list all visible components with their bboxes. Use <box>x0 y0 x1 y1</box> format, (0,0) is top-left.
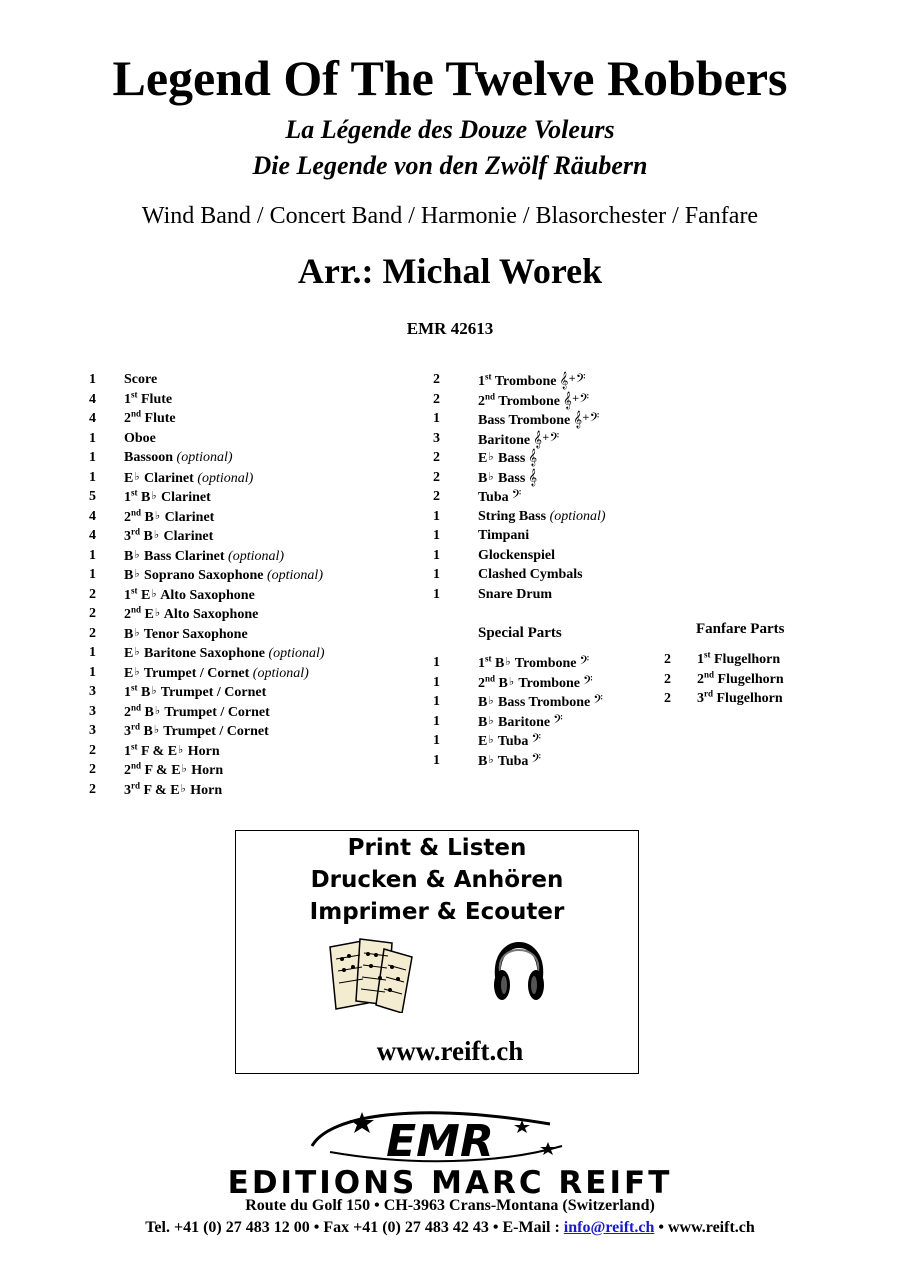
bass-clef-icon: 𝄢 <box>531 731 542 749</box>
part-quantity: 2 <box>433 469 440 485</box>
part-row <box>89 429 419 449</box>
part-row <box>89 585 419 605</box>
part-name: B♭ Baritone 𝄢 <box>478 711 563 730</box>
ordinal-suffix: nd <box>131 701 142 712</box>
part-quantity: 1 <box>433 547 440 563</box>
publisher-name: EDITIONS MARC REIFT <box>227 1165 673 1201</box>
ordinal-suffix: st <box>704 649 711 660</box>
part-quantity: 1 <box>433 508 440 524</box>
part-row <box>89 604 419 624</box>
special-parts-list <box>433 653 663 770</box>
part-name: 2nd B♭ Trumpet / Cornet <box>124 701 270 720</box>
plus-sign: + <box>568 374 576 384</box>
footer-contact <box>0 1219 900 1237</box>
part-row <box>89 526 419 546</box>
flat-sign-icon: ♭ <box>178 743 184 756</box>
ordinal-suffix: nd <box>704 668 715 679</box>
part-quantity: 1 <box>433 411 440 426</box>
ordinal-suffix: nd <box>131 760 142 771</box>
part-row <box>433 526 663 546</box>
optional-note: (optional) <box>252 665 309 681</box>
part-quantity: 1 <box>433 567 440 582</box>
part-row <box>433 751 663 771</box>
parts-list-middle <box>433 370 663 604</box>
part-row <box>664 650 864 670</box>
part-quantity: 1 <box>433 655 440 670</box>
ordinal-suffix: st <box>131 388 138 399</box>
part-quantity: 1 <box>89 664 96 680</box>
part-quantity: 2 <box>89 606 96 621</box>
flat-sign-icon: ♭ <box>508 675 515 688</box>
part-row <box>433 448 663 468</box>
part-quantity: 4 <box>89 528 96 543</box>
ordinal-suffix: rd <box>704 688 713 699</box>
email-link[interactable]: info@reift.ch <box>563 1219 655 1236</box>
part-quantity: 1 <box>433 713 440 729</box>
part-quantity: 1 <box>89 372 96 387</box>
part-quantity: 4 <box>89 508 96 524</box>
part-quantity: 1 <box>433 528 440 543</box>
part-name: Score <box>124 372 158 387</box>
footer-address: Route du Golf 150 • CH-3963 Crans-Montana (Switzerland) <box>245 1197 655 1214</box>
ordinal-suffix: nd <box>131 506 142 517</box>
ordinal-suffix: st <box>485 371 492 382</box>
ordinal-suffix: st <box>131 740 138 751</box>
part-quantity: 3 <box>89 684 96 699</box>
optional-note: (optional) <box>176 450 233 465</box>
part-name: 1st B♭ Trumpet / Cornet <box>124 682 267 700</box>
optional-note: (optional) <box>197 470 254 486</box>
part-quantity: 2 <box>89 742 96 758</box>
ensemble-line: Wind Band / Concert Band / Harmonie / Blasorchester / Fanfare <box>141 203 759 229</box>
part-name: Snare Drum <box>478 586 553 602</box>
part-row <box>433 653 663 673</box>
treble-bass-clef-icon: 𝄞+𝄢 <box>533 429 560 448</box>
sheet-music-icon <box>326 937 416 1013</box>
footer-phone-fax: Tel. +41 (0) 27 483 12 00 • Fax +41 (0) 27 483 42 43 • E-Mail : <box>145 1219 564 1236</box>
part-name: 3rd B♭ Trumpet / Cornet <box>124 721 269 739</box>
part-name: B♭ Tenor Saxophone <box>124 626 248 642</box>
part-row <box>89 760 419 780</box>
part-name: 2nd B♭ Trombone 𝄢 <box>478 672 593 691</box>
parts-list-left <box>89 370 419 799</box>
treble-clef-icon: 𝄞 <box>528 467 538 486</box>
flat-sign-icon: ♭ <box>153 529 160 541</box>
part-quantity: 1 <box>89 450 96 465</box>
promo-line-de: Drucken & Anhören <box>310 867 564 893</box>
flat-sign-icon: ♭ <box>154 607 161 619</box>
bass-clef-icon: 𝄢 <box>579 653 590 671</box>
flat-sign-icon: ♭ <box>488 714 494 727</box>
flat-sign-icon: ♭ <box>154 509 161 522</box>
part-name: 2nd Flugelhorn <box>697 668 784 687</box>
flat-sign-icon: ♭ <box>134 470 140 483</box>
part-name: B♭ Bass Trombone 𝄢 <box>478 692 603 710</box>
subtitle-french: La Légende des Douze Voleurs <box>285 115 615 144</box>
ordinal-suffix: st <box>131 487 138 498</box>
part-quantity: 2 <box>664 671 671 687</box>
part-name: Baritone 𝄞+𝄢 <box>478 429 560 448</box>
ordinal-suffix: nd <box>485 672 496 683</box>
flat-sign-icon: ♭ <box>488 470 494 483</box>
part-quantity: 2 <box>433 450 440 465</box>
part-quantity: 3 <box>433 430 440 446</box>
part-row <box>433 468 663 488</box>
part-name: B♭ Soprano Saxophone (optional) <box>124 568 323 583</box>
part-row <box>433 487 663 507</box>
part-quantity: 1 <box>89 469 96 485</box>
part-name: Bass Trombone 𝄞+𝄢 <box>478 410 600 428</box>
ordinal-suffix: rd <box>131 721 140 732</box>
ordinal-suffix: st <box>131 584 138 595</box>
treble-bass-clef-icon: 𝄞+𝄢 <box>559 371 586 389</box>
flat-sign-icon: ♭ <box>180 782 186 795</box>
ordinal-suffix: nd <box>131 408 142 419</box>
footer-website[interactable]: • www.reift.ch <box>654 1219 755 1236</box>
part-row <box>433 507 663 527</box>
page-title: Legend Of The Twelve Robbers <box>112 50 788 106</box>
part-row <box>89 721 419 741</box>
flat-sign-icon: ♭ <box>134 646 140 658</box>
part-row <box>433 429 663 449</box>
fanfare-parts-list <box>664 650 864 709</box>
part-name: Glockenspiel <box>478 547 556 563</box>
part-row <box>433 565 663 585</box>
emr-logo-mark: EMR <box>386 1116 494 1167</box>
flat-sign-icon: ♭ <box>505 656 511 668</box>
part-row <box>89 370 419 390</box>
subtitle-german: Die Legende von den Zwölf Räubern <box>252 151 648 180</box>
part-quantity: 3 <box>89 723 96 738</box>
part-name: 3rd Flugelhorn <box>697 688 783 706</box>
part-row <box>89 741 419 761</box>
part-quantity: 1 <box>89 547 96 563</box>
flat-sign-icon: ♭ <box>488 734 494 746</box>
part-row <box>89 702 419 722</box>
flat-sign-icon: ♭ <box>488 451 494 463</box>
part-name: 2nd B♭ Clarinet <box>124 506 215 525</box>
optional-note: (optional) <box>266 568 323 583</box>
flat-sign-icon: ♭ <box>488 695 494 707</box>
part-row <box>433 585 663 605</box>
part-row <box>89 507 419 527</box>
ordinal-suffix: st <box>485 653 492 664</box>
flat-sign-icon: ♭ <box>151 685 157 697</box>
part-name: 2nd E♭ Alto Saxophone <box>124 604 259 622</box>
part-row <box>89 565 419 585</box>
part-quantity: 2 <box>433 391 440 407</box>
part-name: Oboe <box>124 430 156 446</box>
part-name: 1st B♭ Clarinet <box>124 487 211 505</box>
part-name: Tuba 𝄢 <box>478 487 522 505</box>
part-quantity: 2 <box>664 691 671 706</box>
part-row <box>89 682 419 702</box>
ordinal-suffix: rd <box>131 779 140 790</box>
part-name: E♭ Tuba 𝄢 <box>478 731 542 749</box>
bass-clef-icon: 𝄢 <box>553 711 563 730</box>
part-name: E♭ Trumpet / Cornet (optional) <box>124 665 309 681</box>
part-row <box>433 390 663 410</box>
part-row <box>664 670 864 690</box>
part-row <box>89 780 419 800</box>
plus-sign: + <box>571 393 580 404</box>
part-quantity: 2 <box>433 489 440 504</box>
promo-line-fr: Imprimer & Ecouter <box>309 899 565 925</box>
part-quantity: 1 <box>89 430 96 446</box>
part-name: Clashed Cymbals <box>478 567 583 582</box>
part-quantity: 1 <box>433 694 440 709</box>
part-quantity: 2 <box>89 781 96 797</box>
bass-clef-icon: 𝄢 <box>583 672 593 691</box>
emr-logo-icon <box>300 1106 580 1168</box>
part-name: 1st F & E♭ Horn <box>124 740 220 759</box>
promo-url[interactable]: www.reift.ch <box>376 1036 524 1066</box>
part-row <box>433 409 663 429</box>
part-name: 1st Trombone 𝄞+𝄢 <box>478 371 586 389</box>
part-row <box>433 692 663 712</box>
part-quantity: 3 <box>89 703 96 719</box>
part-name: 2nd Flute <box>124 408 176 426</box>
part-quantity: 1 <box>433 586 440 602</box>
ordinal-suffix: st <box>131 682 138 693</box>
part-row <box>433 546 663 566</box>
part-quantity: 4 <box>89 391 96 407</box>
part-name: Bassoon (optional) <box>124 450 233 465</box>
part-quantity: 2 <box>89 586 96 602</box>
part-name: B♭ Tuba 𝄢 <box>478 750 542 769</box>
catalog-number: EMR 42613 <box>406 319 494 338</box>
part-quantity: 2 <box>664 652 671 667</box>
part-name: 3rd F & E♭ Horn <box>124 779 223 798</box>
headphones-icon <box>490 941 548 1003</box>
part-name: 2nd Trombone 𝄞+𝄢 <box>478 390 590 409</box>
optional-note: (optional) <box>268 646 325 661</box>
part-row <box>89 409 419 429</box>
part-quantity: 1 <box>89 645 96 660</box>
part-name: E♭ Bass 𝄞 <box>478 448 538 466</box>
treble-clef-icon: 𝄞 <box>528 448 538 466</box>
optional-note: (optional) <box>549 508 606 524</box>
part-quantity: 1 <box>433 674 440 690</box>
flat-sign-icon: ♭ <box>151 587 157 600</box>
part-quantity: 2 <box>433 372 440 387</box>
part-row <box>433 673 663 693</box>
part-row <box>664 689 864 709</box>
part-row <box>89 468 419 488</box>
part-quantity: 1 <box>433 733 440 748</box>
ordinal-suffix: nd <box>485 390 496 401</box>
special-parts-heading: Special Parts <box>478 625 562 641</box>
treble-bass-clef-icon: 𝄞+𝄢 <box>562 390 590 409</box>
part-name: E♭ Clarinet (optional) <box>124 470 254 486</box>
part-row <box>433 731 663 751</box>
part-name: 3rd B♭ Clarinet <box>124 526 214 544</box>
part-name: B♭ Bass Clarinet (optional) <box>124 548 285 564</box>
part-name: 1st B♭ Trombone 𝄢 <box>478 653 590 671</box>
part-row <box>89 624 419 644</box>
optional-note: (optional) <box>228 548 285 564</box>
part-quantity: 2 <box>89 762 96 777</box>
part-row <box>433 712 663 732</box>
part-row <box>89 546 419 566</box>
part-name: B♭ Bass 𝄞 <box>478 467 538 486</box>
bass-clef-icon: 𝄢 <box>531 750 542 769</box>
arranger: Arr.: Michal Worek <box>297 251 603 291</box>
part-quantity: 5 <box>89 489 96 504</box>
flat-sign-icon: ♭ <box>154 704 161 717</box>
part-quantity: 4 <box>89 411 96 426</box>
flat-sign-icon: ♭ <box>488 753 494 766</box>
flat-sign-icon: ♭ <box>134 626 140 639</box>
part-name: 1st Flugelhorn <box>697 649 781 667</box>
part-name: 2nd F & E♭ Horn <box>124 760 224 778</box>
part-row <box>89 663 419 683</box>
flat-sign-icon: ♭ <box>134 665 140 678</box>
part-name: E♭ Baritone Saxophone (optional) <box>124 646 325 661</box>
bass-clef-icon: 𝄢 <box>511 487 522 505</box>
flat-sign-icon: ♭ <box>134 568 140 580</box>
flat-sign-icon: ♭ <box>181 763 187 775</box>
part-row <box>89 487 419 507</box>
part-row <box>89 643 419 663</box>
part-row <box>433 370 663 390</box>
part-quantity: 1 <box>89 567 96 582</box>
ordinal-suffix: nd <box>131 604 142 615</box>
part-row <box>89 448 419 468</box>
plus-sign: + <box>541 432 550 443</box>
part-name: Timpani <box>478 528 530 543</box>
part-quantity: 2 <box>89 625 96 641</box>
part-name: 1st E♭ Alto Saxophone <box>124 584 255 603</box>
plus-sign: + <box>582 413 590 423</box>
fanfare-parts-heading: Fanfare Parts <box>696 621 785 637</box>
flat-sign-icon: ♭ <box>134 548 140 561</box>
part-row <box>89 390 419 410</box>
bass-clef-icon: 𝄢 <box>593 692 603 710</box>
flat-sign-icon: ♭ <box>151 490 157 502</box>
treble-bass-clef-icon: 𝄞+𝄢 <box>573 410 600 428</box>
flat-sign-icon: ♭ <box>153 724 160 736</box>
promo-line-en: Print & Listen <box>347 835 527 861</box>
part-name: 1st Flute <box>124 388 173 407</box>
part-name: String Bass (optional) <box>478 508 606 524</box>
ordinal-suffix: rd <box>131 526 140 537</box>
part-quantity: 1 <box>433 752 440 768</box>
